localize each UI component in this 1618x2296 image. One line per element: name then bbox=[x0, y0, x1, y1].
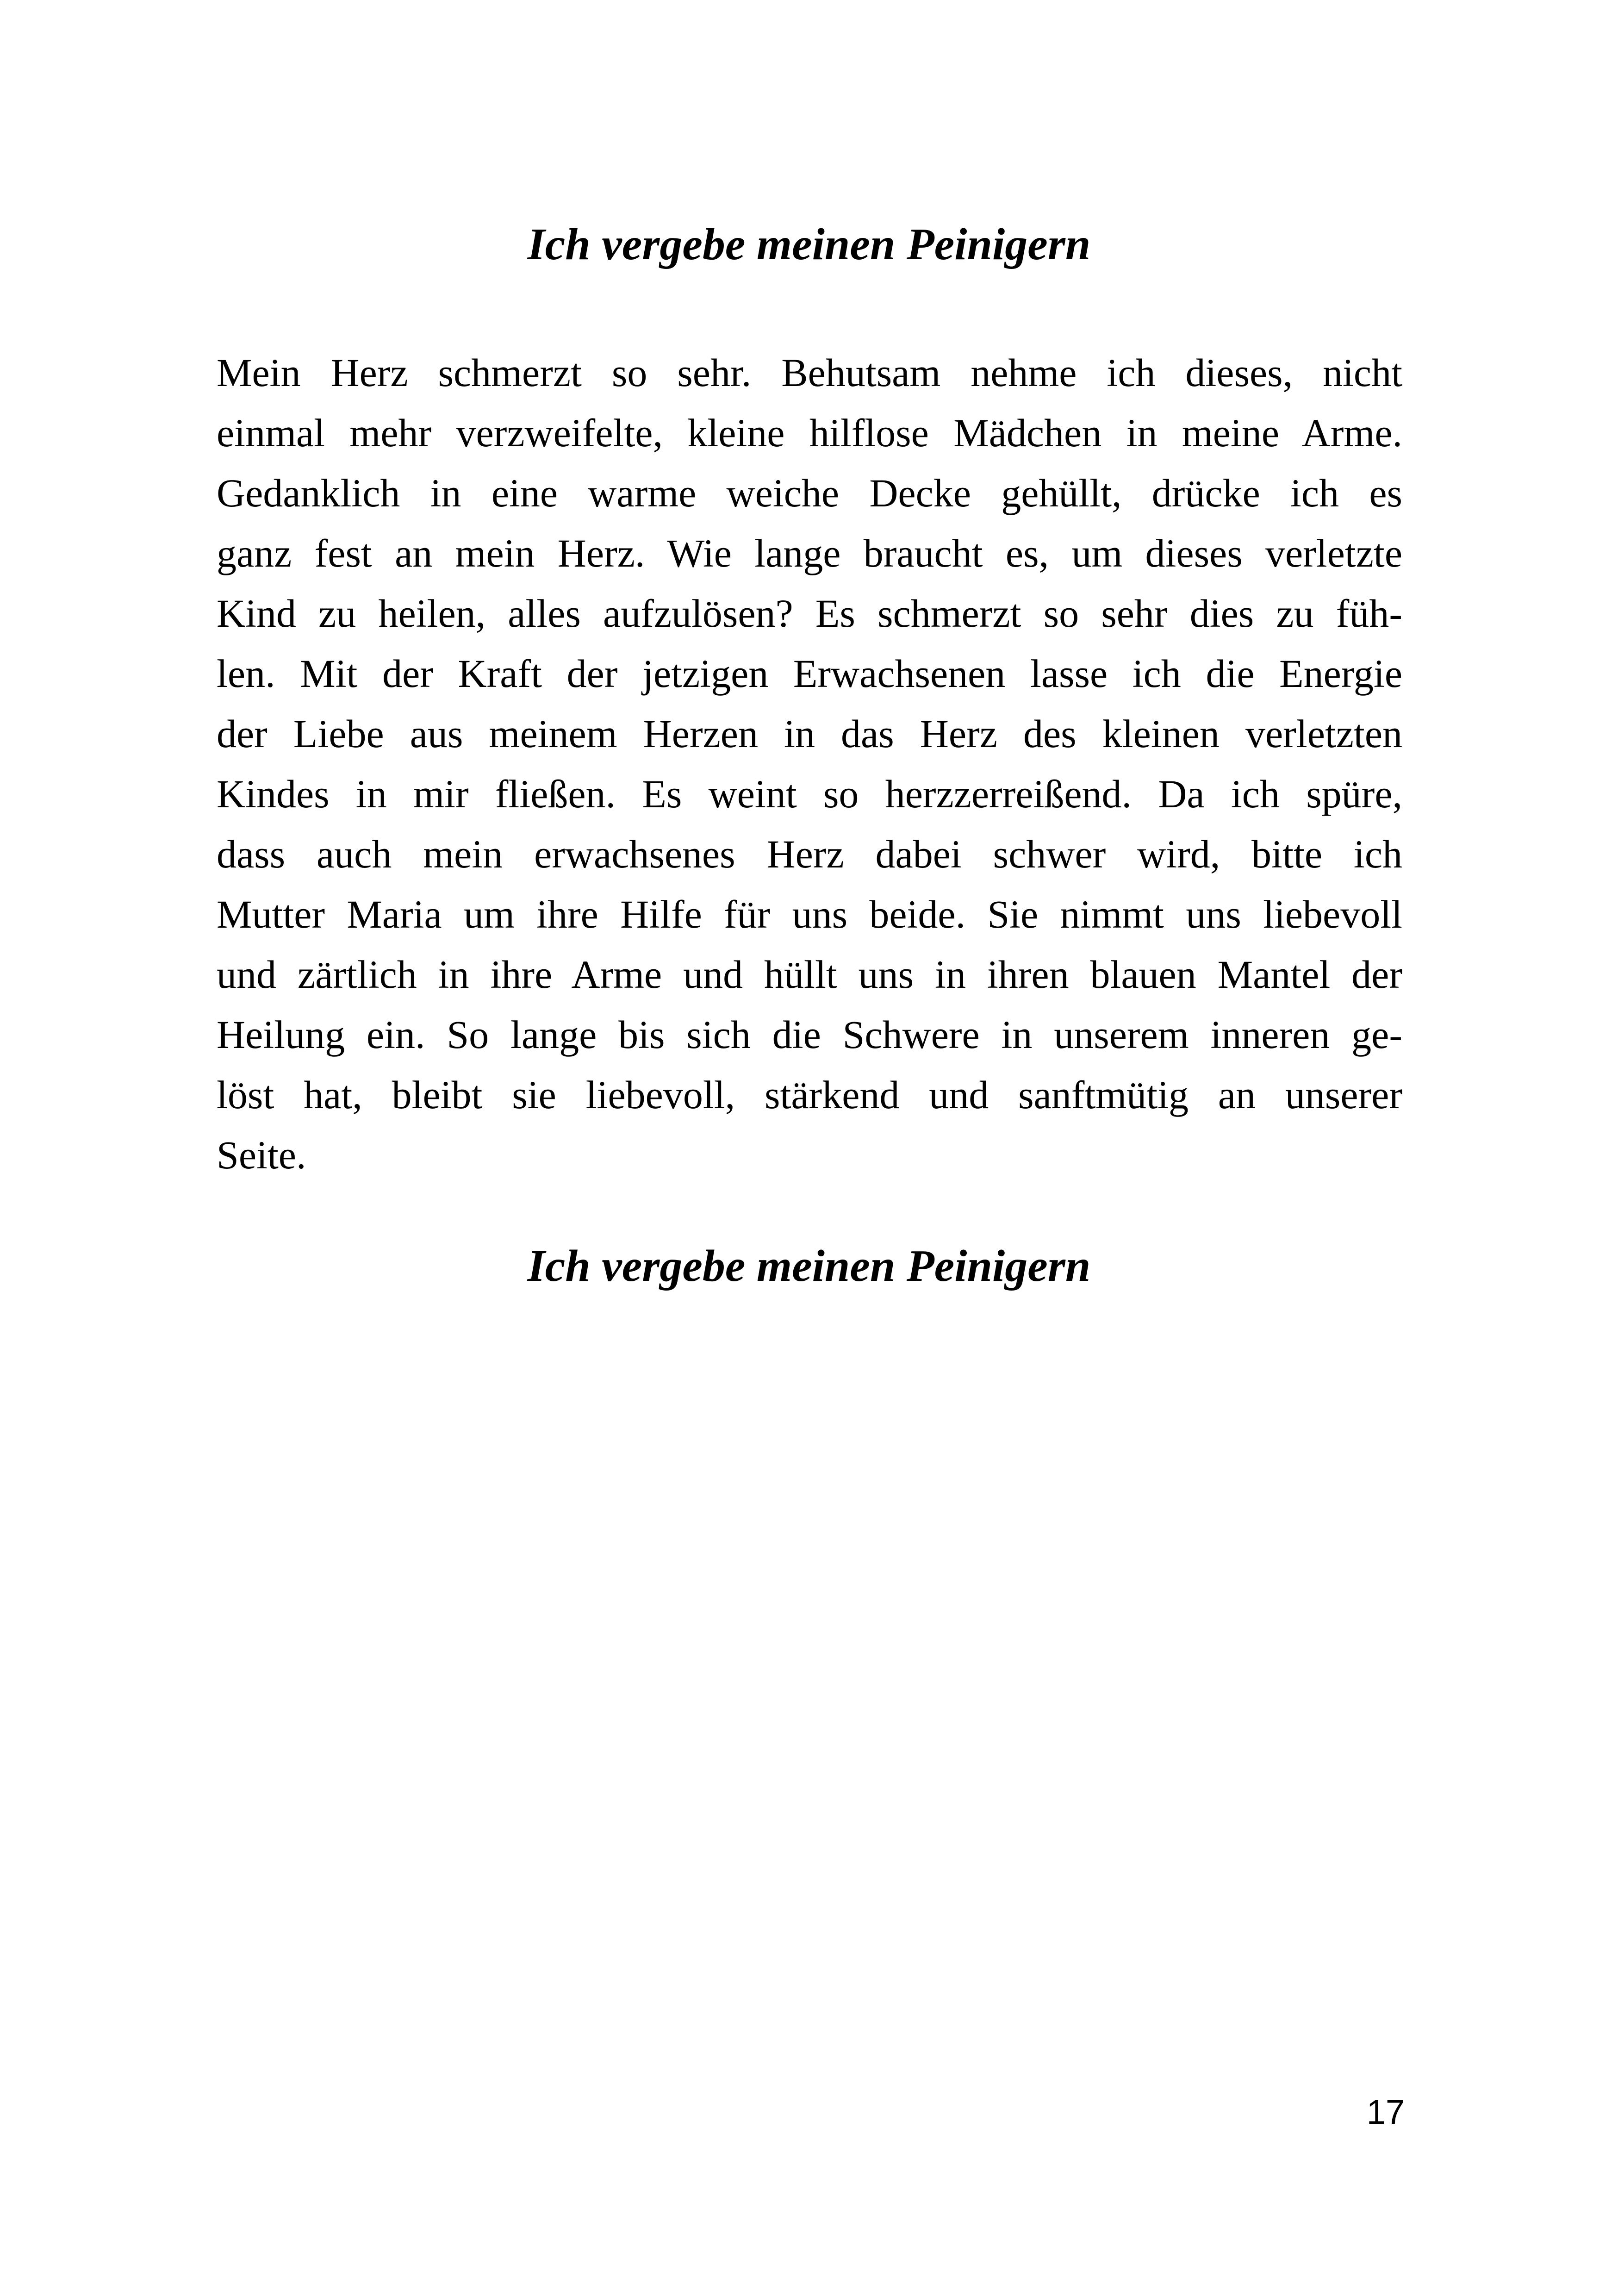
page-number: 17 bbox=[1366, 2093, 1405, 2131]
text-line: Seite. bbox=[217, 1133, 306, 1177]
text-line: und zärtlich in ihre Arme und hüllt uns in ihren blauen Mantel der bbox=[217, 952, 1402, 997]
text-line: len. Mit der Kraft der jetzigen Erwachsenen lasse ich die Energie bbox=[217, 651, 1402, 696]
text-line: Heilung ein. So lange bis sich die Schwere in unserem inneren ge- bbox=[217, 1012, 1402, 1057]
text-line: Mutter Maria um ihre Hilfe für uns beide. Sie nimmt uns liebevoll bbox=[217, 892, 1402, 936]
text-line: Gedanklich in eine warme weiche Decke gehüllt, drücke ich es bbox=[217, 471, 1402, 515]
text-line: der Liebe aus meinem Herzen in das Herz des kleinen verletzten bbox=[217, 711, 1402, 756]
text-line: löst hat, bleibt sie liebevoll, stärkend und sanftmütig an unserer bbox=[217, 1073, 1402, 1117]
section-heading-repeat: Ich vergebe meinen Peinigern bbox=[527, 1241, 1091, 1291]
text-line: Kindes in mir fließen. Es weint so herzzerreißend. Da ich spüre, bbox=[217, 772, 1402, 816]
text-line: einmal mehr verzweifelte, kleine hilflose Mädchen in meine Arme. bbox=[217, 411, 1402, 455]
text-line: Mein Herz schmerzt so sehr. Behutsam nehme ich dieses, nicht bbox=[217, 350, 1402, 395]
text-line: Kind zu heilen, alles aufzulösen? Es schmerzt so sehr dies zu füh- bbox=[217, 591, 1402, 636]
section-heading: Ich vergebe meinen Peinigern bbox=[527, 219, 1091, 269]
text-line: ganz fest an mein Herz. Wie lange braucht es, um dieses verletzte bbox=[217, 531, 1402, 575]
body-paragraph bbox=[217, 343, 1402, 1185]
text-line: dass auch mein erwachsenes Herz dabei schwer wird, bitte ich bbox=[217, 832, 1402, 876]
